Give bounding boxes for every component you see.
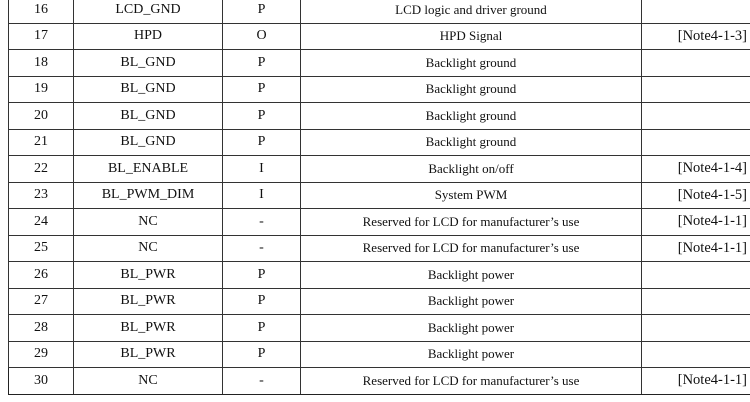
description-cell: Reserved for LCD for manufacturer’s use	[301, 209, 642, 236]
table-row	[9, 262, 750, 289]
description-cell: Reserved for LCD for manufacturer’s use	[301, 235, 642, 262]
table-row	[9, 209, 750, 236]
note-cell: [Note4-1-1]	[642, 235, 750, 262]
table-row	[9, 76, 750, 103]
table-row	[9, 368, 750, 395]
io-type-cell: O	[223, 23, 301, 50]
pin-number-cell: 29	[9, 341, 74, 368]
description-cell: Backlight ground	[301, 103, 642, 130]
io-type-cell: P	[223, 288, 301, 315]
symbol-cell: NC	[74, 235, 223, 262]
note-cell	[642, 129, 750, 156]
symbol-cell: NC	[74, 209, 223, 236]
description-cell: Backlight ground	[301, 50, 642, 77]
pin-number-cell: 27	[9, 288, 74, 315]
pin-number-cell: 16	[9, 0, 74, 23]
note-cell	[642, 262, 750, 289]
description-cell: System PWM	[301, 182, 642, 209]
note-cell: [Note4-1-5]	[642, 182, 750, 209]
table-row	[9, 50, 750, 77]
table-row	[9, 235, 750, 262]
note-cell: [Note4-1-4]	[642, 156, 750, 183]
io-type-cell: -	[223, 368, 301, 395]
symbol-cell: BL_ENABLE	[74, 156, 223, 183]
io-type-cell: -	[223, 209, 301, 236]
table-row	[9, 0, 750, 23]
description-cell: Backlight on/off	[301, 156, 642, 183]
description-cell: Backlight power	[301, 341, 642, 368]
io-type-cell: P	[223, 315, 301, 342]
table-row	[9, 182, 750, 209]
table-row	[9, 103, 750, 130]
pin-number-cell: 30	[9, 368, 74, 395]
io-type-cell: P	[223, 0, 301, 23]
symbol-cell: BL_PWR	[74, 288, 223, 315]
pin-number-cell: 22	[9, 156, 74, 183]
note-cell	[642, 50, 750, 77]
pin-number-cell: 26	[9, 262, 74, 289]
table-row	[9, 129, 750, 156]
symbol-cell: NC	[74, 368, 223, 395]
note-cell	[642, 0, 750, 23]
symbol-cell: BL_GND	[74, 76, 223, 103]
pin-number-cell: 25	[9, 235, 74, 262]
pin-table-body	[9, 0, 750, 394]
pin-number-cell: 24	[9, 209, 74, 236]
io-type-cell: P	[223, 103, 301, 130]
symbol-cell: BL_GND	[74, 50, 223, 77]
description-cell: Backlight ground	[301, 129, 642, 156]
description-cell: Backlight ground	[301, 76, 642, 103]
description-cell: Backlight power	[301, 315, 642, 342]
pin-number-cell: 18	[9, 50, 74, 77]
symbol-cell: BL_GND	[74, 103, 223, 130]
description-cell: LCD logic and driver ground	[301, 0, 642, 23]
io-type-cell: P	[223, 50, 301, 77]
io-type-cell: I	[223, 182, 301, 209]
description-cell: Backlight power	[301, 288, 642, 315]
table-row	[9, 156, 750, 183]
description-cell: Reserved for LCD for manufacturer’s use	[301, 368, 642, 395]
symbol-cell: BL_PWR	[74, 262, 223, 289]
io-type-cell: P	[223, 129, 301, 156]
symbol-cell: LCD_GND	[74, 0, 223, 23]
note-cell: [Note4-1-3]	[642, 23, 750, 50]
note-cell	[642, 76, 750, 103]
pin-number-cell: 19	[9, 76, 74, 103]
table-row	[9, 341, 750, 368]
symbol-cell: HPD	[74, 23, 223, 50]
symbol-cell: BL_PWM_DIM	[74, 182, 223, 209]
symbol-cell: BL_PWR	[74, 315, 223, 342]
description-cell: Backlight power	[301, 262, 642, 289]
io-type-cell: P	[223, 76, 301, 103]
io-type-cell: P	[223, 262, 301, 289]
pin-assignment-table	[8, 0, 750, 395]
pin-number-cell: 20	[9, 103, 74, 130]
note-cell	[642, 288, 750, 315]
note-cell	[642, 103, 750, 130]
symbol-cell: BL_GND	[74, 129, 223, 156]
note-cell: [Note4-1-1]	[642, 368, 750, 395]
io-type-cell: -	[223, 235, 301, 262]
note-cell	[642, 315, 750, 342]
note-cell: [Note4-1-1]	[642, 209, 750, 236]
table-row	[9, 288, 750, 315]
pin-number-cell: 28	[9, 315, 74, 342]
pin-number-cell: 21	[9, 129, 74, 156]
note-cell	[642, 341, 750, 368]
table-row	[9, 23, 750, 50]
pin-number-cell: 17	[9, 23, 74, 50]
pin-number-cell: 23	[9, 182, 74, 209]
symbol-cell: BL_PWR	[74, 341, 223, 368]
description-cell: HPD Signal	[301, 23, 642, 50]
table-row	[9, 315, 750, 342]
io-type-cell: P	[223, 341, 301, 368]
io-type-cell: I	[223, 156, 301, 183]
